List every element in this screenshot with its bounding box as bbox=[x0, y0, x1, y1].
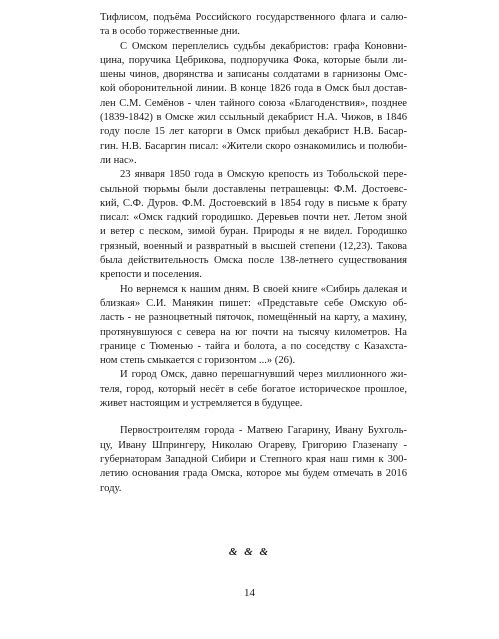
paragraph-continuation bbox=[100, 11, 407, 40]
text-line: цу, Ивану Шпрингеру, Николаю Огареву, Григорию Глазенапу - bbox=[100, 439, 407, 451]
text-line: губернаторам Западной Сибири и Степного края наш гимн к 300- bbox=[100, 453, 407, 465]
text-line: ли нас». bbox=[100, 154, 137, 166]
text-line: Первостроителям города - Матвею Гагарину, Ивану Бухголь- bbox=[120, 425, 407, 437]
text-line: С Омском переплелись судьбы декабристов: графа Коновни- bbox=[120, 40, 407, 52]
text-line: та в особо торжественные дни. bbox=[100, 26, 241, 38]
text-line: И город Омск, давно перешагнувший через миллионного жи- bbox=[120, 369, 407, 381]
text-line: живет настоящим и устремляется в будущее. bbox=[100, 398, 303, 410]
text-line: году после 15 лет каторги в Омск прибыл декабрист Н.В. Басар- bbox=[100, 126, 407, 138]
text-line: и ветер с песком, зимой буран. Природы я не видел. Городишко bbox=[100, 226, 407, 238]
paragraph-petrashevtsy bbox=[100, 168, 407, 282]
text-line: грязный, военный и развратный в высшей степени (12,23). Такова bbox=[100, 240, 407, 252]
text-line: протянувшуюся с севера на юг почти на тысячу километров. На bbox=[100, 326, 407, 338]
text-line: писал: «Омск гадкий городишко. Деревьев почти нет. Летом зной bbox=[100, 212, 407, 224]
text-line: Но вернемся к нашим дням. В своей книге «Сибирь далекая и bbox=[120, 283, 407, 295]
text-line: году. bbox=[100, 482, 122, 494]
paragraph-decembrists bbox=[100, 40, 407, 169]
section-ornament: & & & bbox=[228, 546, 271, 558]
text-line: границе с Тюменью - тайга и болота, а по соседству с Казахста- bbox=[100, 340, 407, 352]
text-line: гин. Н.В. Басаргин писал: «Жители скоро ознакомились и полюби- bbox=[100, 140, 407, 152]
text-line: лен С.М. Семёнов - член тайного союза «Благоденствия», позднее bbox=[100, 97, 407, 109]
text-line: была действительность Омска после 138-летнего существования bbox=[100, 255, 407, 267]
text-line: шены чинов, дворянства и записаны солдатами в гарнизоны Омс- bbox=[100, 69, 407, 81]
text-line: ном степь смыкается с горизонтом ...» (26). bbox=[100, 355, 296, 367]
text-line: 23 января 1850 года в Омскую крепость из Тобольской пере- bbox=[120, 169, 407, 181]
text-line: ласть - не разноцветный пяточок, помещённый на карту, а махину, bbox=[100, 312, 407, 324]
text-line: Тифлисом, подъёма Российского государственного флага и салю- bbox=[100, 12, 407, 23]
paragraph-city-future bbox=[100, 368, 407, 411]
dedication-paragraph bbox=[100, 424, 407, 495]
page-number: 14 bbox=[244, 587, 255, 599]
page-body bbox=[100, 11, 407, 496]
text-line: кий, С.Ф. Дуров. Ф.М. Достоевский в 1854 году в письме к брату bbox=[100, 197, 407, 209]
text-line: кой оборонительной линии. В конце 1826 года в Омск был достав- bbox=[100, 83, 407, 95]
text-line: теля, город, который несёт в себе богатое историческое прошлое, bbox=[100, 383, 407, 395]
text-line: сыльной тюрьмы были доставлены петрашевцы: Ф.М. Достоевс- bbox=[100, 183, 407, 195]
text-line: (1839-1842) в Омске жил ссыльный декабрист Н.А. Чижов, в 1846 bbox=[100, 112, 407, 124]
text-line: летию основания града Омска, которое мы будем отмечать в 2016 bbox=[100, 468, 407, 480]
text-line: близкая» С.И. Манякин пишет: «Представьте себе Омскую об- bbox=[100, 297, 407, 309]
text-line: цина, поручика Цебрикова, подпоручика Фока, которые были ли- bbox=[100, 54, 407, 66]
paragraph-present-days bbox=[100, 283, 407, 369]
text-line: крепости и поселения. bbox=[100, 269, 202, 281]
